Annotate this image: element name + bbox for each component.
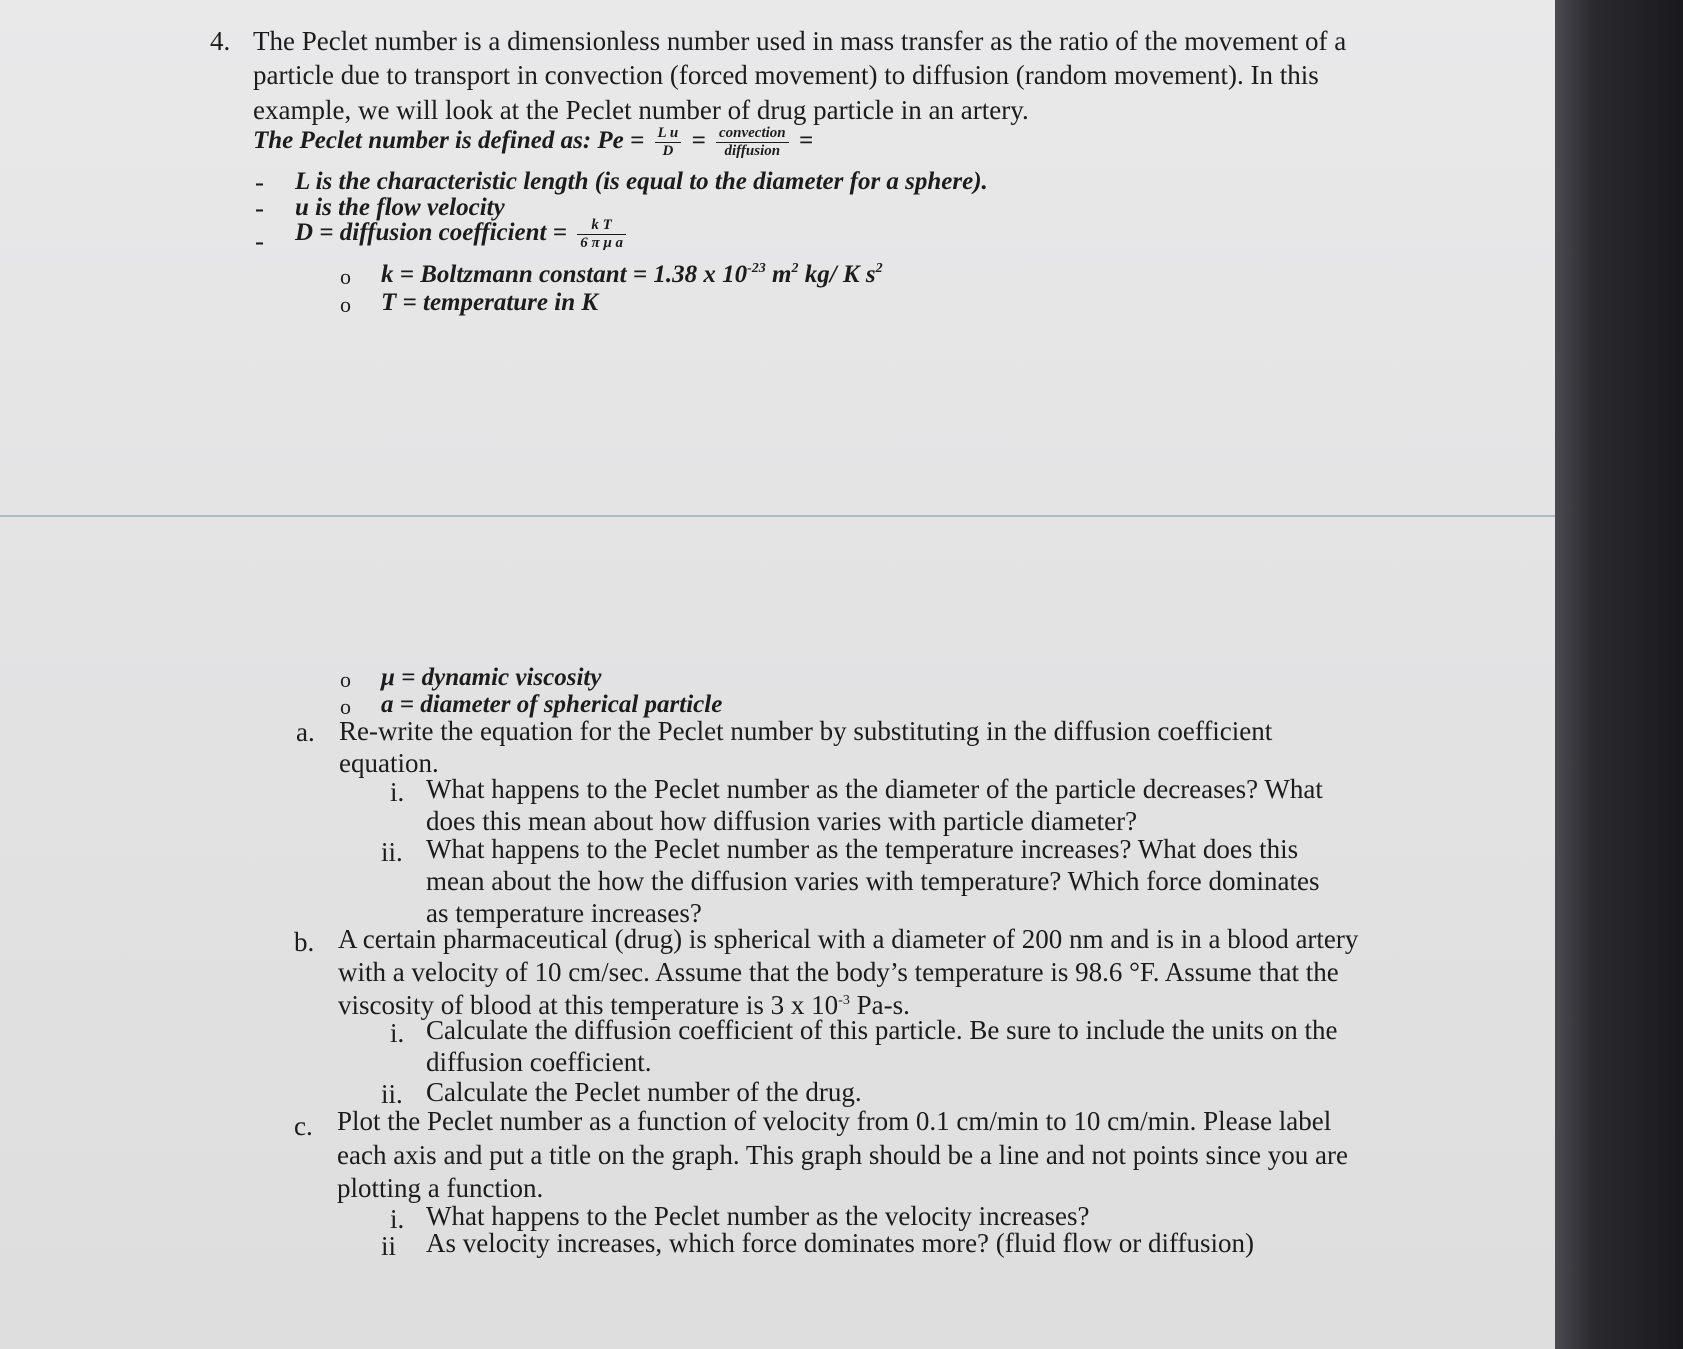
circle-item-temperature: T = temperature in K xyxy=(381,289,599,316)
part-a-ii-line-2: mean about the how the diffusion varies with temperature? Which force dominates xyxy=(426,866,1320,896)
fraction-denominator: diffusion xyxy=(724,142,781,159)
fraction-numerator: k T xyxy=(577,217,626,235)
trailing-equals: = xyxy=(798,127,814,154)
dash-item-velocity: u is the flow velocity xyxy=(295,194,505,221)
dash-marker: - xyxy=(255,226,264,256)
part-a-i-line-1: What happens to the Peclet number as the diameter of the particle decreases? What xyxy=(426,774,1323,804)
intro-line-3: example, we will look at the Peclet number of drug particle in an artery. xyxy=(253,95,1029,125)
circle-marker: o xyxy=(340,264,351,289)
page-divider xyxy=(0,515,1565,517)
diffusion-label: D = diffusion coefficient = xyxy=(295,219,567,246)
fraction-lu-over-d xyxy=(655,125,682,160)
fraction-convection-over-diffusion xyxy=(716,125,789,160)
fraction-denominator: 6 π μ a xyxy=(580,234,624,251)
part-b-i-line-1: Calculate the diffusion coefficient of this particle. Be sure to include the units on the xyxy=(426,1015,1338,1045)
part-c-line-2: each axis and put a title on the graph. This graph should be a line and not points since you are xyxy=(337,1140,1348,1170)
circle-marker: o xyxy=(340,667,351,692)
part-b-marker: b. xyxy=(294,927,315,957)
fraction-numerator: convection xyxy=(716,125,789,143)
part-a-marker: a. xyxy=(296,717,315,747)
part-a-line-1: Re-write the equation for the Peclet number by substituting in the diffusion coefficient xyxy=(339,716,1273,746)
fraction-kt-over-6pimua xyxy=(577,217,626,252)
dash-marker: - xyxy=(255,167,264,197)
definition-label: The Peclet number is defined as: Pe = xyxy=(253,127,645,154)
circle-item-viscosity: μ = dynamic viscosity xyxy=(381,664,602,691)
part-c-marker: c. xyxy=(294,1111,313,1141)
circle-item-diameter: a = diameter of spherical particle xyxy=(381,691,723,718)
part-b-i-line-2: diffusion coefficient. xyxy=(426,1047,652,1077)
fraction-denominator: D xyxy=(662,142,674,159)
part-a-ii-line-1: What happens to the Peclet number as the temperature increases? What does this xyxy=(426,834,1299,864)
part-a-i-marker: i. xyxy=(390,777,405,807)
fraction-numerator: L u xyxy=(655,125,682,143)
peclet-definition xyxy=(253,124,813,160)
intro-line-1: The Peclet number is a dimensionless number used in mass transfer as the ratio of the movement of a xyxy=(253,26,1347,56)
part-a-line-2: equation. xyxy=(339,748,439,778)
dash-item-length: L is the characteristic length (is equal to the diameter for a sphere). xyxy=(295,168,988,195)
part-b-line-3: viscosity of blood at this temperature is 3 x $10^{-3}$ Pa-s. xyxy=(338,990,910,1020)
problem-number: 4. xyxy=(210,26,231,56)
part-a-ii-marker: ii. xyxy=(381,837,403,867)
part-c-ii-line-1: As velocity increases, which force dominates more? (fluid flow or diffusion) xyxy=(426,1228,1255,1258)
circle-item-boltzmann: k = Boltzmann constant = 1.38 x $10^{-23}$ $m^2$ kg/ K $s^2$ xyxy=(381,261,883,288)
part-b-ii-line-1: Calculate the Peclet number of the drug. xyxy=(426,1077,862,1107)
part-c-line-3: plotting a function. xyxy=(337,1173,544,1203)
part-b-i-marker: i. xyxy=(390,1018,405,1048)
circle-marker: o xyxy=(340,694,351,719)
part-a-i-line-2: does this mean about how diffusion varies with particle diameter? xyxy=(426,806,1138,836)
part-c-ii-marker: ii xyxy=(381,1231,397,1261)
part-c-i-line-1: What happens to the Peclet number as the velocity increases? xyxy=(426,1201,1090,1231)
intro-line-2: particle due to transport in convection (forced movement) to diffusion (random movement). In this xyxy=(253,60,1319,90)
dash-marker: - xyxy=(255,193,264,223)
part-b-ii-marker: ii. xyxy=(381,1079,403,1109)
equals-sign: = xyxy=(691,127,706,154)
part-a-ii-line-3: as temperature increases? xyxy=(426,898,702,928)
dark-background-edge xyxy=(1555,0,1683,1349)
part-b-line-2: with a velocity of 10 cm/sec. Assume that the body’s temperature is 98.6 °F. Assume that the xyxy=(338,957,1339,987)
part-c-line-1: Plot the Peclet number as a function of velocity from 0.1 cm/min to 10 cm/min. Please label xyxy=(337,1106,1332,1136)
part-c-i-marker: i. xyxy=(390,1204,405,1234)
dash-item-diffusion xyxy=(295,216,630,252)
part-b-line-1: A certain pharmaceutical (drug) is spherical with a diameter of 200 nm and is in a blood artery xyxy=(338,924,1359,954)
circle-marker: o xyxy=(340,292,351,317)
